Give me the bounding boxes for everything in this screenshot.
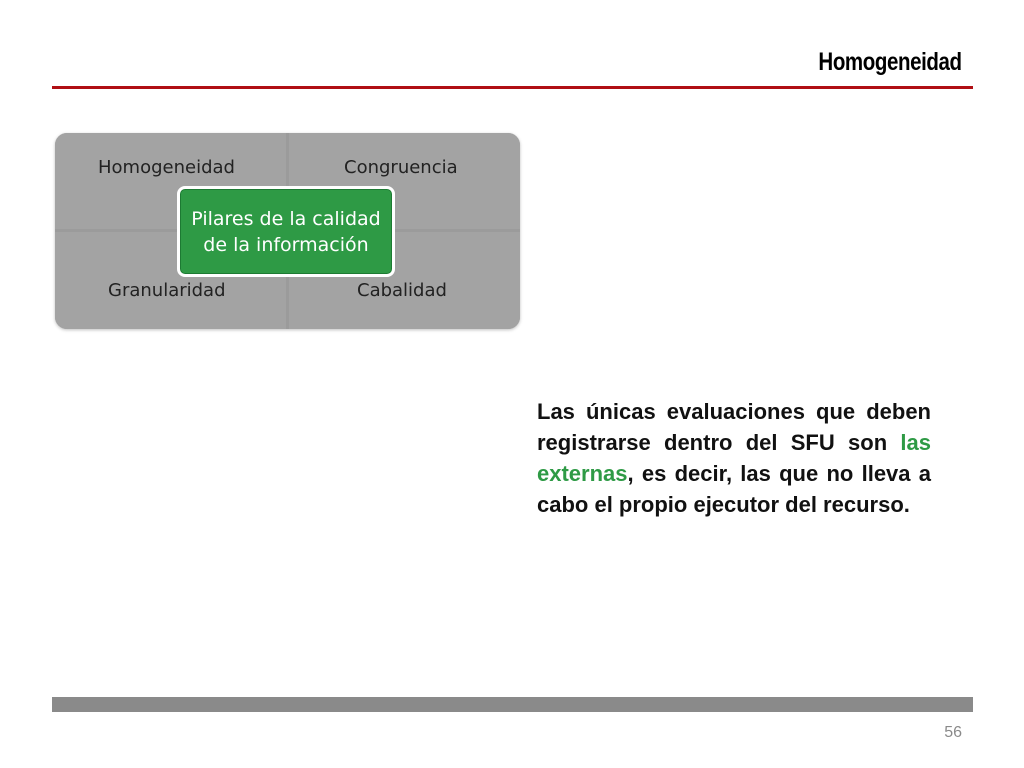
center-pillar-box xyxy=(177,186,395,277)
body-highlight: las externas xyxy=(537,430,931,486)
body-paragraph xyxy=(537,396,931,520)
pillar-homogeneidad-label: Homogeneidad xyxy=(98,157,235,178)
slide-title: Homogeneidad xyxy=(818,48,962,76)
center-label-line2: de la información xyxy=(203,233,369,256)
pillar-granularidad-label: Granularidad xyxy=(108,280,226,301)
center-label-line1: Pilares de la calidad xyxy=(191,207,381,230)
footer-bar xyxy=(52,697,973,712)
body-text-part1: Las únicas evaluaciones que deben registrarse dentro del SFU son xyxy=(537,399,931,455)
pillar-cabalidad-label: Cabalidad xyxy=(357,280,447,301)
pillar-congruencia-label: Congruencia xyxy=(344,157,458,178)
page-number: 56 xyxy=(944,724,962,741)
title-divider xyxy=(52,86,973,89)
body-text-part2: , es decir, las que no lleva a cabo el propio ejecutor del recurso. xyxy=(537,461,931,517)
